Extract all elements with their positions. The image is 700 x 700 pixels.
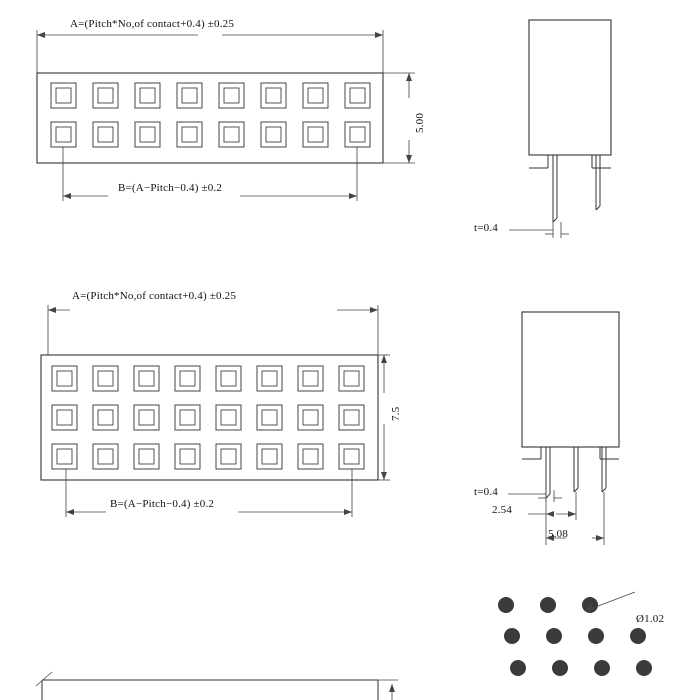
dim-a-top-1: [37, 30, 383, 78]
pitch-label: 2.54: [492, 504, 513, 516]
dim-height-2: [378, 355, 390, 480]
hole-diameter-label: Ø1.02: [636, 613, 665, 625]
dim-height-1: [383, 73, 415, 163]
side-view-3row: [508, 312, 619, 545]
dim-a-top-2: [48, 305, 378, 360]
hole-pattern: [498, 592, 652, 676]
thickness-label-1: t=0.4: [474, 222, 499, 234]
dim-a-label-1: A=(Pitch*No,of contact+0.4) ±0.25: [70, 18, 235, 30]
dim-b-label-1: B=(A−Pitch−0.4) ±0.2: [118, 182, 223, 194]
span-label: 5.08: [548, 528, 569, 540]
bottom-partial: [36, 672, 398, 700]
dim-a-label-2: A=(Pitch*No,of contact+0.4) ±0.25: [72, 290, 237, 302]
height-label-1: 5.00: [414, 112, 426, 133]
dim-b-label-2: B=(A−Pitch−0.4) ±0.2: [110, 498, 215, 510]
thickness-label-2: t=0.4: [474, 486, 499, 498]
height-label-2: 7.5: [390, 406, 402, 421]
side-view-2row: [509, 20, 611, 238]
